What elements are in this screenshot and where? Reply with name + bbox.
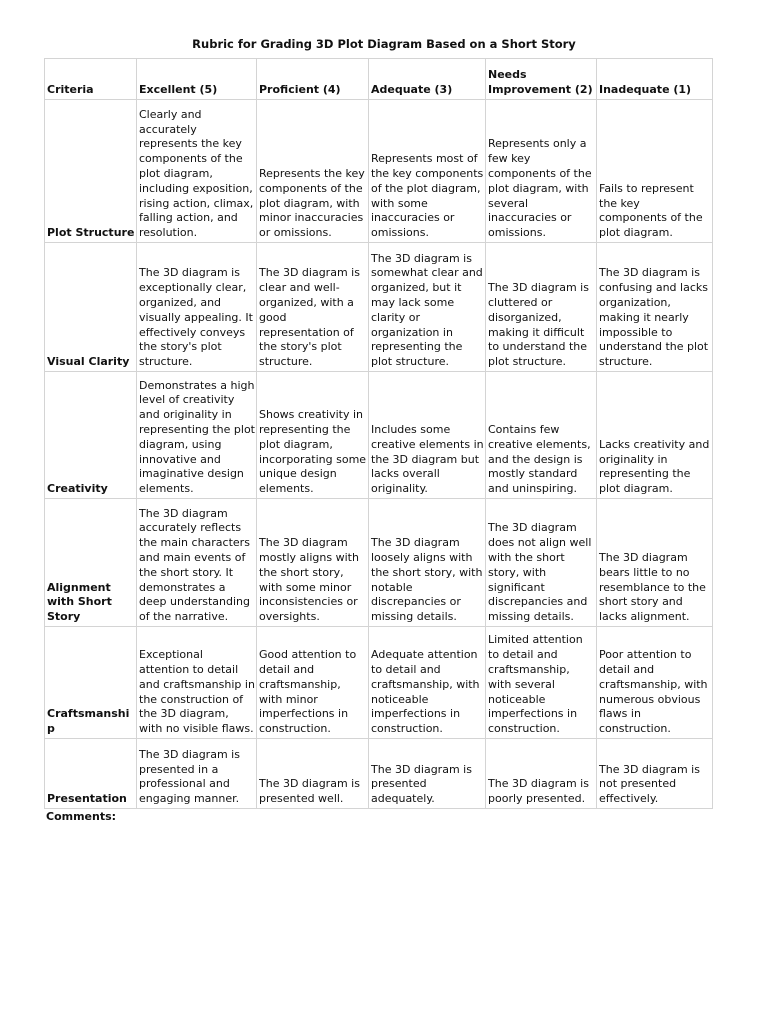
header-criteria: Criteria xyxy=(45,59,137,100)
needs-improvement-cell: Limited attention to detail and craftsmanship, with several noticeable imperfections in construction. xyxy=(486,627,597,739)
criterion-cell: Creativity xyxy=(45,372,137,499)
criterion-cell: Presentation xyxy=(45,739,137,809)
table-row xyxy=(45,100,713,243)
needs-improvement-cell: Contains few creative elements, and the design is mostly standard and uninspiring. xyxy=(486,372,597,499)
inadequate-cell: The 3D diagram is not presented effectively. xyxy=(597,739,713,809)
adequate-cell: Includes some creative elements in the 3D diagram but lacks overall originality. xyxy=(369,372,486,499)
excellent-cell: Clearly and accurately represents the key components of the plot diagram, including exposition, rising action, climax, falling action, and resolution. xyxy=(137,100,257,243)
inadequate-cell: Poor attention to detail and craftsmanship, with numerous obvious flaws in construction. xyxy=(597,627,713,739)
header-row xyxy=(45,59,713,100)
header-inadequate: Inadequate (1) xyxy=(597,59,713,100)
needs-improvement-cell: The 3D diagram is poorly presented. xyxy=(486,739,597,809)
rubric-table xyxy=(44,58,713,809)
proficient-cell: The 3D diagram is clear and well-organized, with a good representation of the story's plot structure. xyxy=(257,243,369,372)
adequate-cell: The 3D diagram is somewhat clear and organized, but it may lack some clarity or organization in representing the plot structure. xyxy=(369,243,486,372)
excellent-cell: The 3D diagram is presented in a professional and engaging manner. xyxy=(137,739,257,809)
adequate-cell: Represents most of the key components of the plot diagram, with some inaccuracies or omissions. xyxy=(369,100,486,243)
comments-label: Comments: xyxy=(46,810,117,823)
excellent-cell: Demonstrates a high level of creativity and originality in representing the plot diagram, using innovative and imaginative design elements. xyxy=(137,372,257,499)
table-row xyxy=(45,372,713,499)
table-row xyxy=(45,499,713,627)
header-adequate: Adequate (3) xyxy=(369,59,486,100)
criterion-cell: Craftsmanship xyxy=(45,627,137,739)
excellent-cell: The 3D diagram is exceptionally clear, organized, and visually appealing. It effectively conveys the story's plot structure. xyxy=(137,243,257,372)
adequate-cell: The 3D diagram loosely aligns with the short story, with notable discrepancies or missing details. xyxy=(369,499,486,627)
criterion-cell: Alignment with Short Story xyxy=(45,499,137,627)
proficient-cell: The 3D diagram mostly aligns with the short story, with some minor inconsistencies or oversights. xyxy=(257,499,369,627)
criterion-cell: Plot Structure xyxy=(45,100,137,243)
table-row xyxy=(45,243,713,372)
inadequate-cell: Fails to represent the key components of the plot diagram. xyxy=(597,100,713,243)
criterion-cell: Visual Clarity xyxy=(45,243,137,372)
header-proficient: Proficient (4) xyxy=(257,59,369,100)
header-excellent: Excellent (5) xyxy=(137,59,257,100)
proficient-cell: Shows creativity in representing the plot diagram, incorporating some unique design elements. xyxy=(257,372,369,499)
document-title: Rubric for Grading 3D Plot Diagram Based on a Short Story xyxy=(192,37,576,51)
needs-improvement-cell: Represents only a few key components of the plot diagram, with several inaccuracies or omissions. xyxy=(486,100,597,243)
proficient-cell: Good attention to detail and craftsmanship, with minor imperfections in construction. xyxy=(257,627,369,739)
inadequate-cell: The 3D diagram bears little to no resemblance to the short story and lacks alignment. xyxy=(597,499,713,627)
header-needs-improvement: Needs Improvement (2) xyxy=(486,59,597,100)
needs-improvement-cell: The 3D diagram does not align well with the short story, with significant discrepancies and missing details. xyxy=(486,499,597,627)
proficient-cell: Represents the key components of the plot diagram, with minor inaccuracies or omissions. xyxy=(257,100,369,243)
proficient-cell: The 3D diagram is presented well. xyxy=(257,739,369,809)
excellent-cell: The 3D diagram accurately reflects the main characters and main events of the short story. It demonstrates a deep understanding of the narrative. xyxy=(137,499,257,627)
needs-improvement-cell: The 3D diagram is cluttered or disorganized, making it difficult to understand the plot structure. xyxy=(486,243,597,372)
table-row xyxy=(45,627,713,739)
excellent-cell: Exceptional attention to detail and craftsmanship in the construction of the 3D diagram, with no visible flaws. xyxy=(137,627,257,739)
adequate-cell: The 3D diagram is presented adequately. xyxy=(369,739,486,809)
adequate-cell: Adequate attention to detail and craftsmanship, with noticeable imperfections in construction. xyxy=(369,627,486,739)
inadequate-cell: The 3D diagram is confusing and lacks organization, making it nearly impossible to understand the plot structure. xyxy=(597,243,713,372)
inadequate-cell: Lacks creativity and originality in representing the plot diagram. xyxy=(597,372,713,499)
table-row xyxy=(45,739,713,809)
